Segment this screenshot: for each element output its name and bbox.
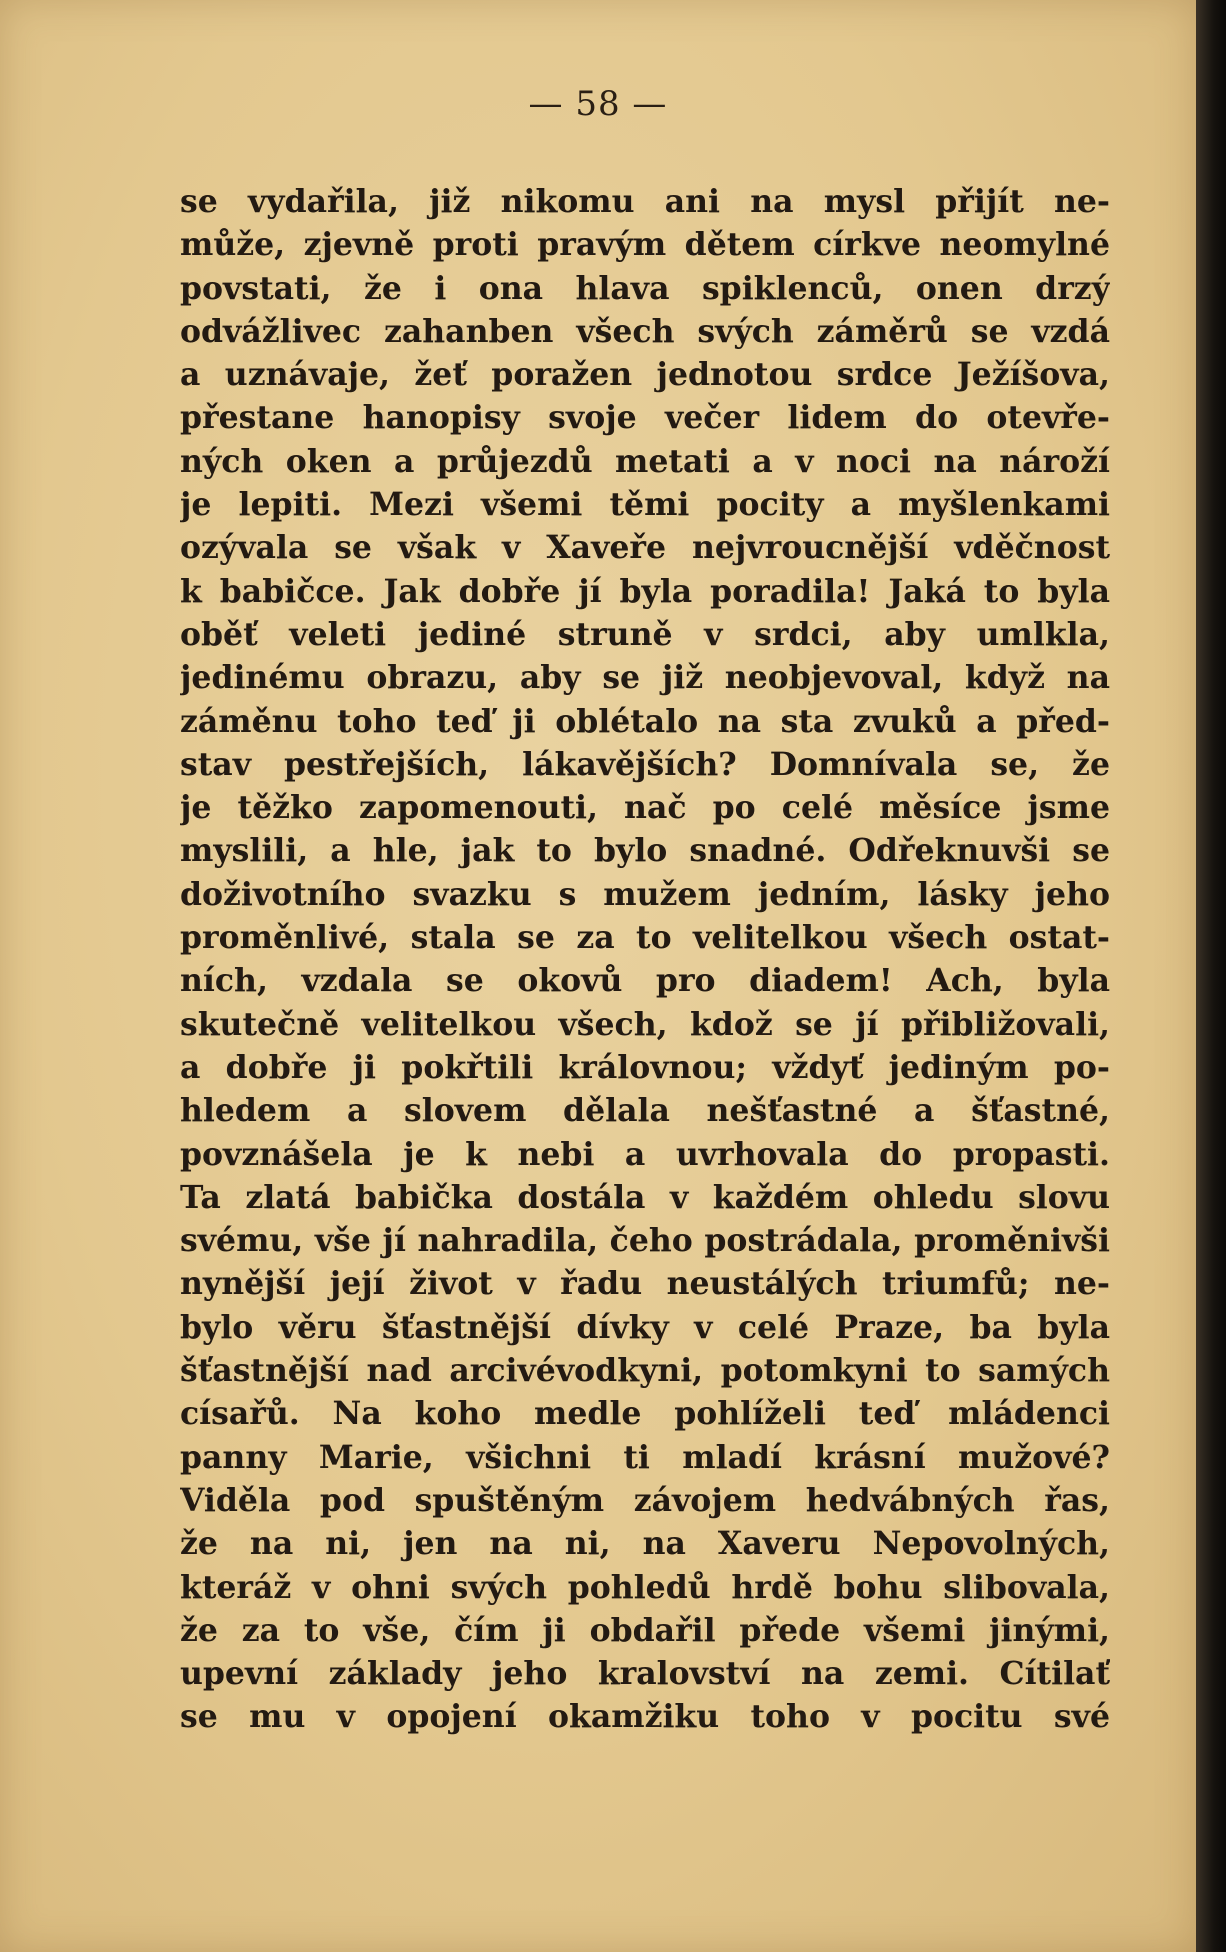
body-text [180,180,1110,1739]
text-line: panny Marie, všichni ti mladí krásní mužové? [180,1438,1110,1476]
text-line: upevní základy jeho kralovství na zemi. Cítilať [180,1655,1110,1693]
book-binding-edge [1196,0,1226,1952]
text-line: a dobře ji pokřtili královnou; vždyť jediným po- [180,1048,1110,1086]
text-line: povznášela je k nebi a uvrhovala do propasti. [180,1135,1110,1173]
text-line: odvážlivec zahanben všech svých záměrů se vzdá [180,312,1110,350]
text-line: oběť veleti jediné struně v srdci, aby umlkla, [180,615,1110,653]
text-line: povstati, že i ona hlava spiklenců, onen drzý [180,269,1110,307]
text-line: přestane hanopisy svoje večer lidem do otevře- [180,399,1110,437]
text-line: ných oken a průjezdů metati a v noci na nároží [180,442,1110,480]
text-line: hledem a slovem dělala nešťastné a šťastné, [180,1092,1110,1130]
text-line: ozývala se však v Xaveře nejvroucnější vděčnost [180,529,1110,567]
text-line: nynější její život v řadu neustálých triumfů; ne- [180,1265,1110,1303]
text-line: že na ni, jen na ni, na Xaveru Nepovolných, [180,1525,1110,1563]
text-line: k babičce. Jak dobře jí byla poradila! Jaká to byla [180,572,1110,610]
text-line: proměnlivé, stala se za to velitelkou všech ostat- [180,919,1110,957]
text-line: Ta zlatá babička dostála v každém ohledu slovu [180,1178,1110,1216]
text-line: císařů. Na koho medle pohlíželi teď mládenci [180,1395,1110,1433]
text-line: je lepiti. Mezi všemi těmi pocity a myšlenkami [180,486,1110,524]
text-line: šťastnější nad arcivévodkyni, potomkyni to samých [180,1352,1110,1390]
text-line: záměnu toho teď ji oblétalo na sta zvuků a před- [180,702,1110,740]
text-line: je těžko zapomenouti, nač po celé měsíce jsme [180,789,1110,827]
text-line: jedinému obrazu, aby se již neobjevoval, když na [180,659,1110,697]
text-line: skutečně velitelkou všech, kdož se jí přibližovali, [180,1005,1110,1043]
text-line: kteráž v ohni svých pohledů hrdě bohu slibovala, [180,1568,1110,1606]
text-line: Viděla pod spuštěným závojem hedvábných řas, [180,1481,1110,1519]
text-line: se vydařila, již nikomu ani na mysl přijít ne- [180,183,1110,220]
text-line: a uznávaje, žeť poražen jednotou srdce Ježíšova, [180,356,1110,394]
text-line: svému, vše jí nahradila, čeho postrádala, proměnivši [180,1222,1110,1260]
text-line: bylo věru šťastnější dívky v celé Praze, ba byla [180,1308,1110,1346]
text-line: že za to vše, čím ji obdařil přede všemi jinými, [180,1611,1110,1649]
text-line: doživotního svazku s mužem jedním, lásky jeho [180,875,1110,913]
text-line: může, zjevně proti pravým dětem církve neomylné [180,226,1110,264]
text-line: stav pestřejších, lákavějších? Domnívala se, že [180,745,1110,783]
page-number: — 58 — [528,84,668,124]
text-line: ních, vzdala se okovů pro diadem! Ach, byla [180,962,1110,1000]
text-line: myslili, a hle, jak to bylo snadné. Odřeknuvši se [180,832,1110,870]
text-line: se mu v opojení okamžiku toho v pocitu své [180,1698,1110,1736]
